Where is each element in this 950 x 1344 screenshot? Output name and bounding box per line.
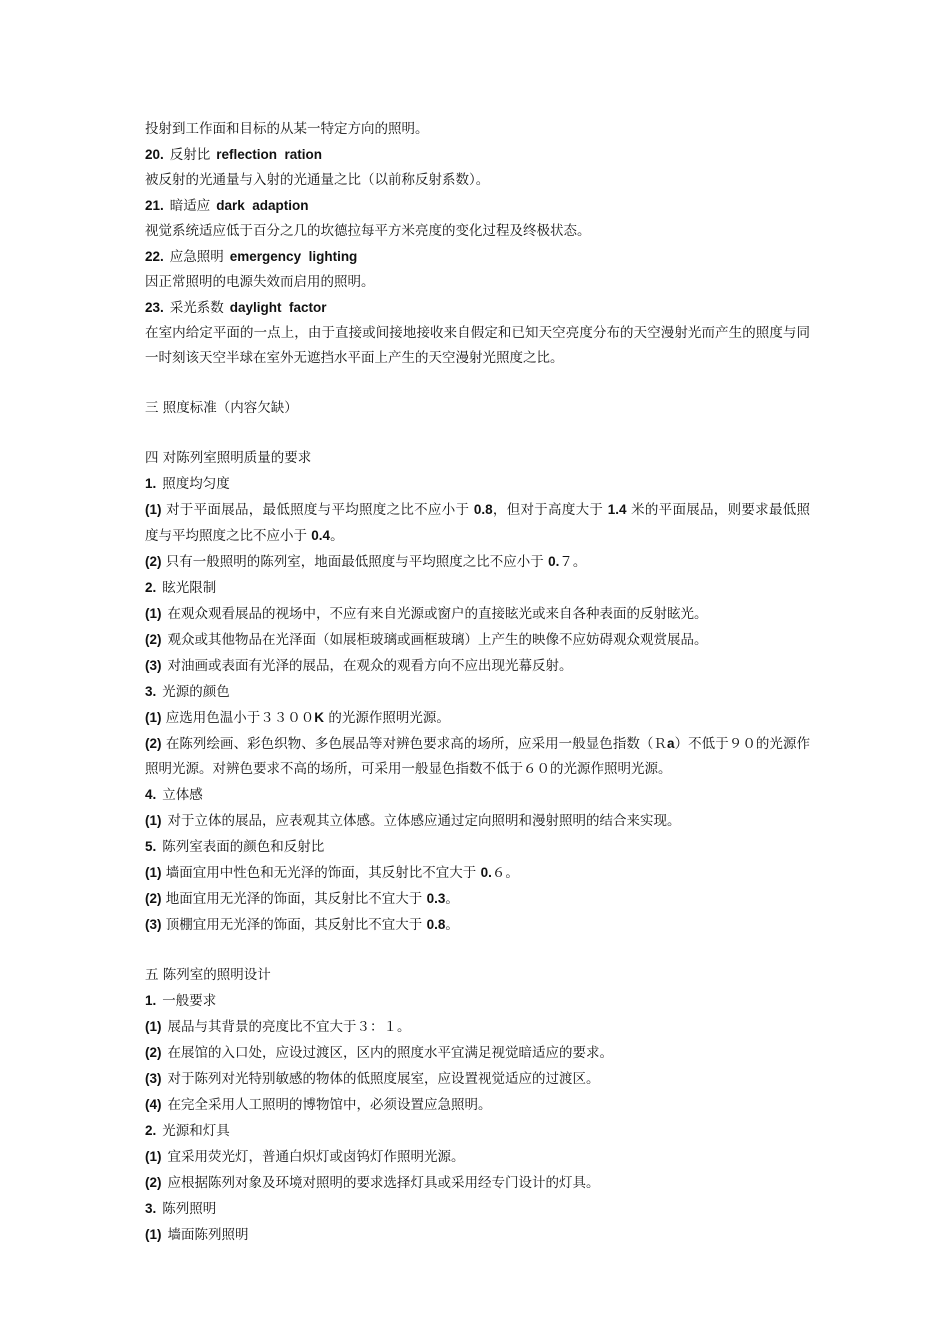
item-number: 1. <box>145 993 157 1008</box>
item-text: 应根据陈列对象及环境对照明的要求选择灯具或采用经专门设计的灯具。 <box>167 1175 600 1191</box>
list-item <box>145 1092 810 1118</box>
bold-value: (2) <box>145 554 162 569</box>
paragraph <box>145 886 810 912</box>
item-text: 眩光限制 <box>162 580 217 596</box>
term-chinese: 暗适应 <box>169 198 211 214</box>
text-line <box>145 270 810 295</box>
bold-value: 1.4 <box>607 502 627 517</box>
item-text: 一般要求 <box>162 993 217 1009</box>
item-number: (2) <box>145 1045 162 1060</box>
item-number: 5. <box>145 839 157 854</box>
item-number: 2. <box>145 580 157 595</box>
item-number: (1) <box>145 1227 162 1242</box>
list-item <box>145 808 810 834</box>
line-text: 三 照度标准（内容欠缺） <box>145 400 298 416</box>
list-item <box>145 988 810 1014</box>
term-heading <box>145 142 810 168</box>
item-number: 4. <box>145 787 157 802</box>
list-item <box>145 1196 810 1222</box>
item-text: 展品与其背景的亮度比不宜大于３：１。 <box>167 1019 411 1035</box>
segment-text: ，但对于高度大于 <box>492 502 608 518</box>
bold-value: 0.3 <box>426 891 446 906</box>
item-number: (4) <box>145 1097 162 1112</box>
term-heading <box>145 193 810 219</box>
blank-line <box>145 371 810 396</box>
text-line <box>145 396 810 421</box>
line-text: 视觉系统适应低于百分之几的坎德拉每平方米亮度的变化过程及终极状态。 <box>145 223 591 239</box>
item-number: (2) <box>145 632 162 647</box>
item-text: 照度均匀度 <box>162 476 230 492</box>
list-item <box>145 1066 810 1092</box>
segment-text: 墙面宜用中性色和无光泽的饰面，其反射比不宜大于 <box>161 865 481 881</box>
paragraph <box>145 321 810 371</box>
list-item <box>145 679 810 705</box>
bold-value: (1) <box>145 502 162 517</box>
item-text: 对于陈列对光特别敏感的物体的低照度展室，应设置视觉适应的过渡区。 <box>167 1071 600 1087</box>
line-text: 被反射的光通量与入射的光通量之比（以前称反射系数）。 <box>145 172 490 188</box>
paragraph-text: 在室内给定平面的一点上，由于直接或间接地接收来自假定和已知天空亮度分布的天空漫射光而产生的照度与同一时刻该天空半球在室外无遮挡水平面上产生的天空漫射光照度之比。 <box>145 325 810 366</box>
term-number: 22. <box>145 249 164 264</box>
segment-text: ）不低于９０的光源作照明光源。对辨色要求不高的场所，可采用一般显色指数不低于６０的光源作照明光源。 <box>145 736 811 777</box>
item-number: (3) <box>145 1071 162 1086</box>
item-text: 立体感 <box>162 787 203 803</box>
term-number: 23. <box>145 300 164 315</box>
bold-value: a <box>667 736 675 751</box>
item-text: 在完全采用人工照明的博物馆中，必须设置应急照明。 <box>167 1097 492 1113</box>
paragraph <box>145 497 810 549</box>
term-number: 20. <box>145 147 164 162</box>
term-chinese: 应急照明 <box>169 249 224 265</box>
line-text: 因正常照明的电源失效而启用的照明。 <box>145 274 375 290</box>
segment-text: ７。 <box>559 554 587 570</box>
item-text: 宜采用荧光灯，普通白炽灯或卤钨灯作照明光源。 <box>167 1149 465 1165</box>
list-item <box>145 834 810 860</box>
item-number: (1) <box>145 1019 162 1034</box>
term-english: reflection ration <box>216 147 323 162</box>
bold-value: 0. <box>548 554 560 569</box>
item-text: 光源和灯具 <box>162 1123 230 1139</box>
list-item <box>145 601 810 627</box>
term-heading <box>145 295 810 321</box>
list-item <box>145 627 810 653</box>
item-text: 陈列照明 <box>162 1201 217 1217</box>
paragraph <box>145 912 810 938</box>
item-number: 3. <box>145 684 157 699</box>
segment-text: 在陈列绘画、彩色织物、多色展品等对辨色要求高的场所，应采用一般显色指数（Ｒ <box>161 736 668 752</box>
paragraph <box>145 731 810 782</box>
term-english: dark adaption <box>216 198 309 213</box>
item-text: 光源的颜色 <box>162 684 230 700</box>
list-item <box>145 1118 810 1144</box>
text-line <box>145 446 810 471</box>
segment-text: 地面宜用无光泽的饰面，其反射比不宜大于 <box>161 891 427 907</box>
list-item <box>145 653 810 679</box>
line-text: 五 陈列室的照明设计 <box>145 967 271 983</box>
list-item <box>145 1144 810 1170</box>
term-number: 21. <box>145 198 164 213</box>
item-text: 在展馆的入口处，应设过渡区，区内的照度水平宜满足视觉暗适应的要求。 <box>167 1045 613 1061</box>
item-number: (1) <box>145 606 162 621</box>
item-number: 1. <box>145 476 157 491</box>
segment-text: 对于平面展品，最低照度与平均照度之比不应小于 <box>161 502 474 518</box>
paragraph <box>145 705 810 731</box>
text-line <box>145 963 810 988</box>
bold-value: (2) <box>145 736 162 751</box>
blank-line <box>145 421 810 446</box>
list-item <box>145 1014 810 1040</box>
text-line <box>145 168 810 193</box>
segment-text: ６。 <box>491 865 519 881</box>
line-text: 四 对陈列室照明质量的要求 <box>145 450 312 466</box>
item-text: 在观众观看展品的视场中，不应有来自光源或窗户的直接眩光或来自各种表面的反射眩光。 <box>167 606 708 622</box>
bold-value: 0.8 <box>473 502 493 517</box>
term-heading <box>145 244 810 270</box>
bold-value: (3) <box>145 917 162 932</box>
item-number: 2. <box>145 1123 157 1138</box>
item-text: 对于立体的展品，应表观其立体感。立体感应通过定向照明和漫射照明的结合来实现。 <box>167 813 681 829</box>
term-english: daylight factor <box>229 300 327 315</box>
bold-value: (2) <box>145 891 162 906</box>
term-chinese: 反射比 <box>169 147 211 163</box>
item-number: 3. <box>145 1201 157 1216</box>
text-line <box>145 219 810 244</box>
paragraph <box>145 549 810 575</box>
list-item <box>145 1170 810 1196</box>
item-text: 对油画或表面有光泽的展品，在观众的观看方向不应出现光幕反射。 <box>167 658 573 674</box>
segment-text: 的光源作照明光源。 <box>324 710 450 726</box>
document-body <box>145 117 810 1248</box>
item-text: 墙面陈列照明 <box>167 1227 249 1243</box>
list-item <box>145 782 810 808</box>
list-item <box>145 575 810 601</box>
blank-line <box>145 938 810 963</box>
segment-text: 顶棚宜用无光泽的饰面，其反射比不宜大于 <box>161 917 427 933</box>
item-number: (2) <box>145 1175 162 1190</box>
item-number: (1) <box>145 813 162 828</box>
segment-text: 。 <box>445 891 459 907</box>
paragraph <box>145 860 810 886</box>
bold-value: (1) <box>145 865 162 880</box>
bold-value: 0.4 <box>311 528 331 543</box>
item-text: 陈列室表面的颜色和反射比 <box>162 839 325 855</box>
segment-text: 。 <box>445 917 459 933</box>
segment-text: 应选用色温小于３３００ <box>161 710 315 726</box>
line-text: 投射到工作面和目标的从某一特定方向的照明。 <box>145 121 429 137</box>
segment-text: 。 <box>330 528 344 544</box>
item-number: (3) <box>145 658 162 673</box>
list-item <box>145 1040 810 1066</box>
term-chinese: 采光系数 <box>169 300 224 316</box>
list-item <box>145 1222 810 1248</box>
segment-text: 米的平面展品，则要求最低照度与平均照度之比不应小于 <box>145 502 811 544</box>
bold-value: 0. <box>480 865 492 880</box>
segment-text: 只有一般照明的陈列室，地面最低照度与平均照度之比不应小于 <box>161 554 549 570</box>
list-item <box>145 471 810 497</box>
bold-value: 0.8 <box>426 917 446 932</box>
bold-value: (1) <box>145 710 162 725</box>
item-text: 观众或其他物品在光泽面（如展柜玻璃或画框玻璃）上产生的映像不应妨碍观众观赏展品。 <box>167 632 708 648</box>
text-line <box>145 117 810 142</box>
item-number: (1) <box>145 1149 162 1164</box>
term-english: emergency lighting <box>229 249 358 264</box>
bold-value: K <box>314 710 325 725</box>
